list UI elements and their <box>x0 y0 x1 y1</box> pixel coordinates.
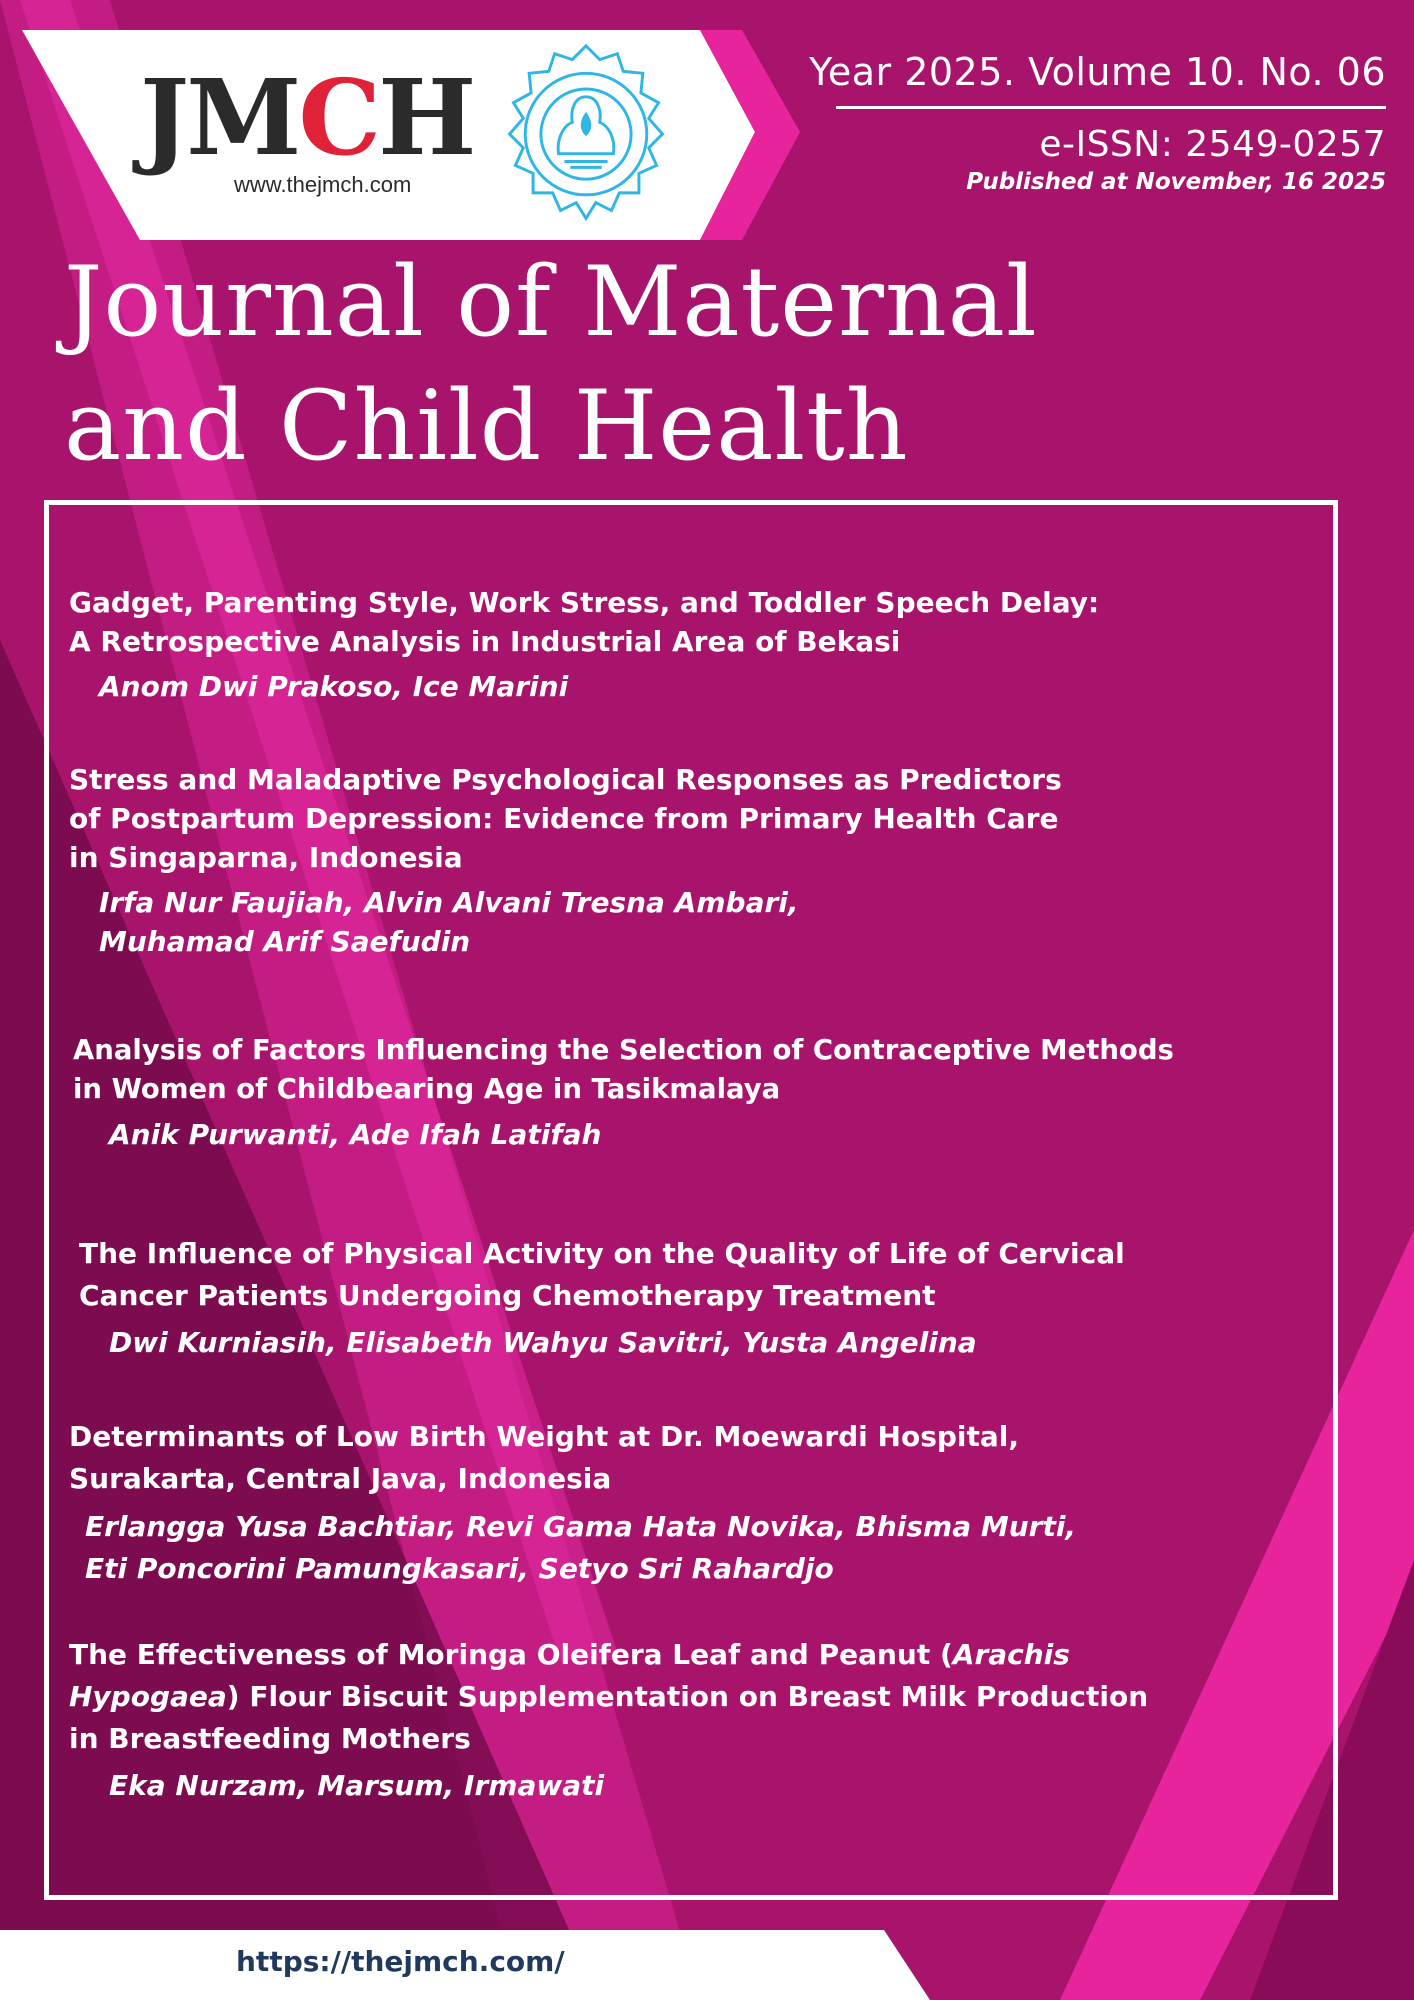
article-authors: Dwi Kurniasih, Elisabeth Wahyu Savitri, Yusta Angelina <box>109 1326 977 1359</box>
article-authors: Irfa Nur Faujiah, Alvin Alvani Tresna Ambari, Muhamad Arif Saefudin <box>99 886 799 958</box>
species-name: Hypogaea <box>69 1680 227 1713</box>
article-title: Determinants of Low Birth Weight at Dr. Moewardi Hospital, Surakarta, Central Java, Indonesia <box>69 1420 1020 1495</box>
journal-title-line: Journal of Maternal <box>64 246 1038 358</box>
logo-wordmark: JMCH <box>140 56 474 179</box>
article-entry <box>69 583 1099 706</box>
article-entry <box>69 760 1062 961</box>
article-authors: Anik Purwanti, Ade Ifah Latifah <box>109 1118 602 1151</box>
university-seal-icon <box>488 40 684 236</box>
logo-website: www.thejmch.com <box>234 172 412 197</box>
article-entry <box>69 1634 1148 1805</box>
header-divider <box>836 106 1386 109</box>
issue-volume-number: Year 2025. Volume 10. No. 06 <box>809 50 1386 94</box>
issue-info <box>809 48 1386 197</box>
journal-logo <box>140 56 480 212</box>
article-title: Gadget, Parenting Style, Work Stress, and Toddler Speech Delay: A Retrospective Analysis in Industrial Area of Bekasi <box>69 586 1100 658</box>
article-entry <box>79 1233 1125 1362</box>
journal-title-line: and Child Health <box>64 370 909 482</box>
species-name: Arachis <box>952 1638 1070 1671</box>
table-of-contents <box>44 500 1338 1900</box>
article-entry <box>69 1416 1076 1590</box>
article-entry <box>73 1031 1174 1154</box>
issn: e-ISSN: 2549-0257 <box>1039 124 1386 165</box>
journal-title <box>64 240 1164 488</box>
publication-date: Published at November, 16 2025 <box>966 169 1386 195</box>
article-title: Analysis of Factors Influencing the Selection of Contraceptive Methods in Women of Childbearing Age in Tasikmalaya <box>73 1034 1174 1105</box>
footer-website-link[interactable]: https://thejmch.com/ <box>236 1945 565 1978</box>
article-authors: Erlangga Yusa Bachtiar, Revi Gama Hata Novika, Bhisma Murti, Eti Poncorini Pamungkasari, Setyo Sri Rahardjo <box>85 1510 1077 1585</box>
article-authors: Eka Nurzam, Marsum, Irmawati <box>109 1769 605 1802</box>
article-title: The Influence of Physical Activity on the Quality of Life of Cervical Cancer Patients Undergoing Chemotherapy Treatment <box>79 1237 1125 1312</box>
article-title: Stress and Maladaptive Psychological Responses as Predictors of Postpartum Depression: Evidence from Primary Health Care in Singaparna, Indonesia <box>69 763 1062 874</box>
article-authors: Anom Dwi Prakoso, Ice Marini <box>99 670 569 703</box>
mother-child-logo-mark: C <box>298 56 379 179</box>
article-title: The Effectiveness of Moringa Oleifera Leaf and Peanut (Arachis Hypogaea) Flour Biscuit Supplementation on Breast Milk Production in Breastfeeding Mothers <box>69 1638 1149 1755</box>
